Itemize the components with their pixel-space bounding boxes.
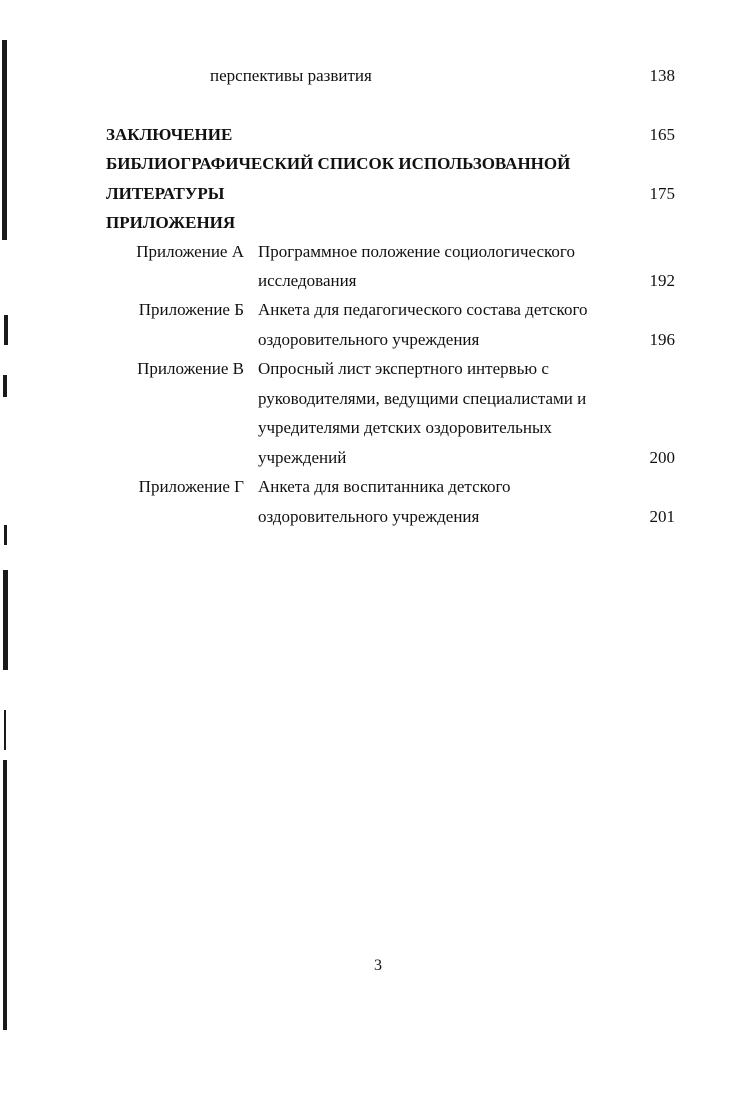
appendix-a-page: 192 xyxy=(649,271,675,290)
toc-conclusion-page: 165 xyxy=(649,125,675,144)
appendix-a-title-line2: исследования xyxy=(258,271,357,290)
appendix-a-label: Приложение А xyxy=(136,242,244,261)
scan-edge-artifacts xyxy=(0,0,14,1100)
appendix-v-title-line3: учредителями детских оздоровительных xyxy=(258,418,552,437)
appendix-g-title-line1: Анкета для воспитанника детского xyxy=(258,477,511,496)
appendix-b-page: 196 xyxy=(649,330,675,349)
appendix-g-title-line2: оздоровительного учреждения xyxy=(258,507,480,526)
toc-continuation-text: перспективы развития xyxy=(210,66,372,85)
toc-appendices-title: ПРИЛОЖЕНИЯ xyxy=(106,213,236,232)
appendix-g-page: 201 xyxy=(649,507,675,526)
appendix-g-label: Приложение Г xyxy=(138,477,244,496)
toc-bibliography-title-line1: БИБЛИОГРАФИЧЕСКИЙ СПИСОК ИСПОЛЬЗОВАННОЙ xyxy=(106,154,571,173)
appendix-b-label: Приложение Б xyxy=(138,300,244,319)
appendix-v-title-line1: Опросный лист экспертного интервью с xyxy=(258,359,549,378)
footer-page-number: 3 xyxy=(374,957,382,974)
appendix-b-title-line1: Анкета для педагогического состава детского xyxy=(258,300,588,319)
appendix-v-page: 200 xyxy=(649,448,675,467)
toc-bibliography-page: 175 xyxy=(649,184,675,203)
appendix-v-label: Приложение В xyxy=(137,359,244,378)
toc-continuation-page: 138 xyxy=(649,66,675,85)
appendix-v-title-line2: руководителями, ведущими специалистами и xyxy=(258,389,587,408)
toc-bibliography-title-line2: ЛИТЕРАТУРЫ xyxy=(106,184,225,203)
toc-conclusion-title: ЗАКЛЮЧЕНИЕ xyxy=(106,125,233,144)
appendix-b-title-line2: оздоровительного учреждения xyxy=(258,330,480,349)
appendix-v-title-line4: учреждений xyxy=(258,448,347,467)
appendix-a-title-line1: Программное положение социологического xyxy=(258,242,575,261)
